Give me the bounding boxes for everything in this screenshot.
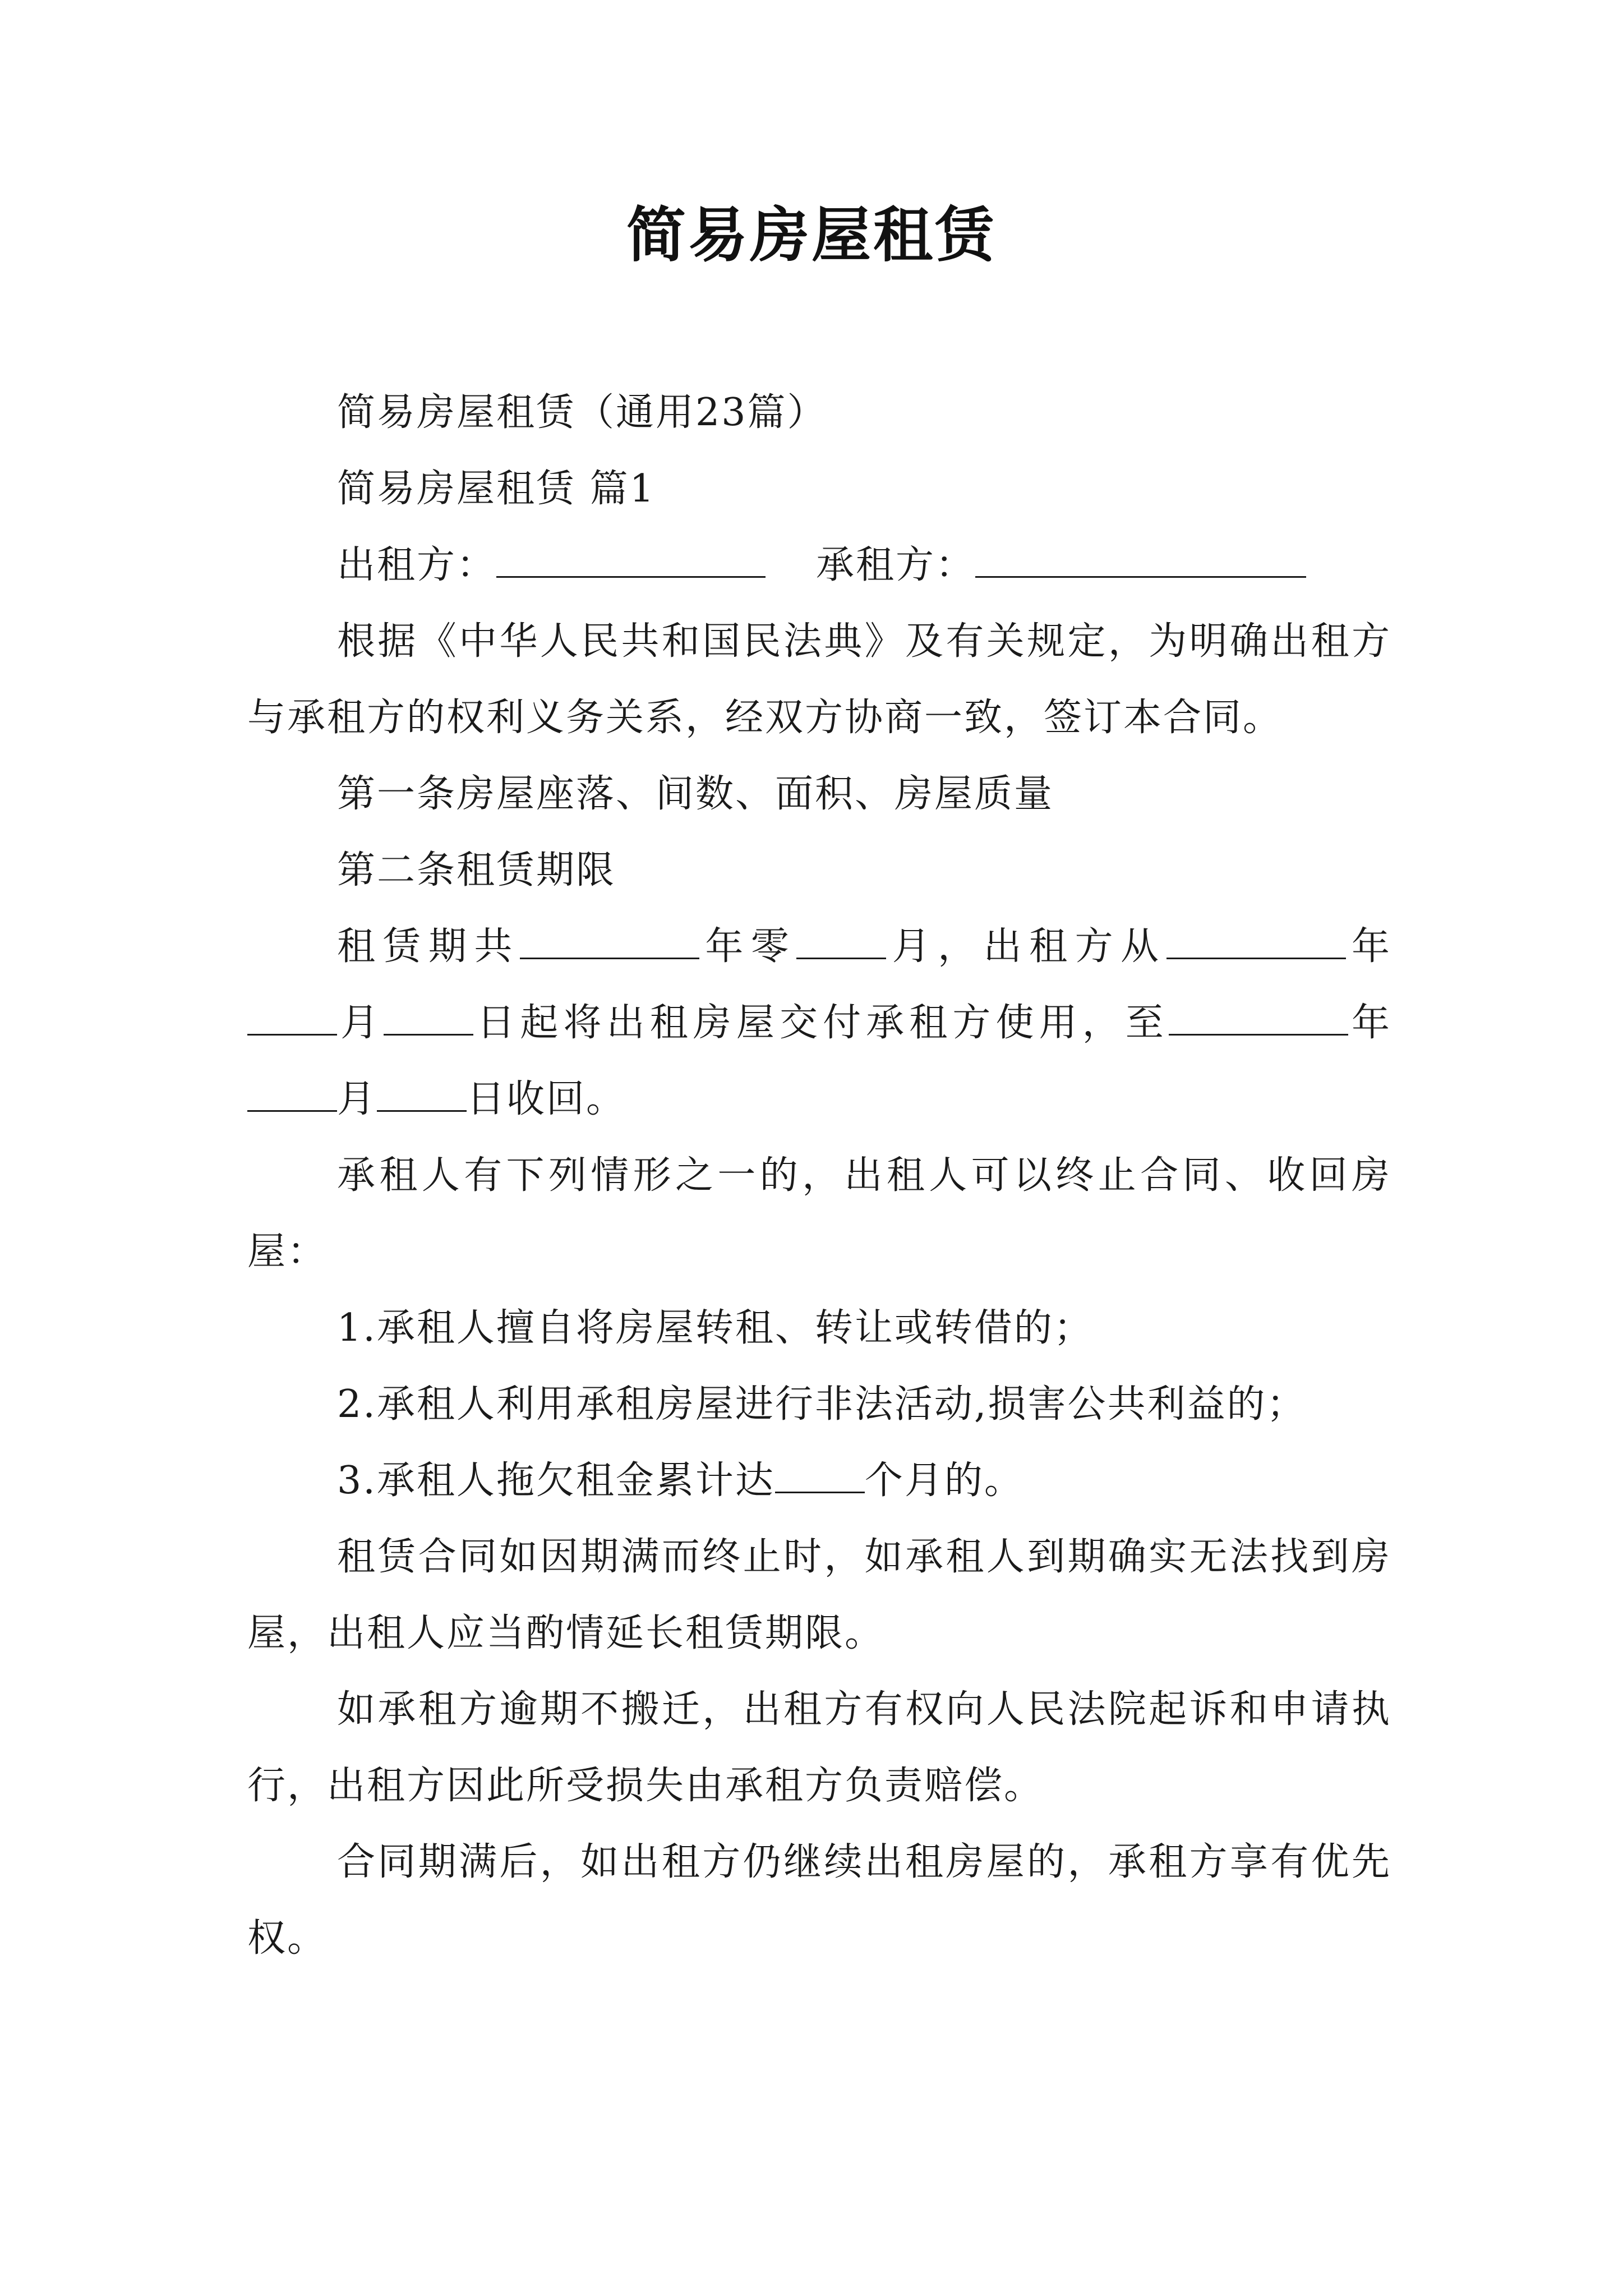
paragraph-eviction: 如承租方逾期不搬迁，出租方有权向人民法院起诉和申请执行，出租方因此所受损失由承租方负责赔偿。 (247, 1687, 1391, 1808)
term-text-4: 年 (1345, 924, 1391, 969)
paragraph-subtitle: 简易房屋租赁（通用23篇） (337, 390, 827, 435)
paragraph-item-2: 2.承租人利用承租房屋进行非法活动,损害公共利益的； (337, 1382, 1307, 1427)
paragraph-section-heading: 简易房屋租赁 篇1 (337, 467, 656, 511)
paragraph-priority: 合同期满后，如出租方仍继续出租房屋的，承租方享有优先权。 (247, 1840, 1391, 1961)
term-months-blank (796, 924, 886, 959)
term-text-9: 日收回。 (467, 1077, 626, 1121)
term-text-1: 租赁期共 (337, 924, 520, 969)
arrears-months-blank (775, 1458, 865, 1493)
term-text-6: 日起将出租房屋交付承租方使用，至 (473, 1001, 1169, 1045)
paragraph-parties (247, 527, 1391, 604)
lessee-blank (975, 542, 1306, 578)
paragraph-article-2: 第二条租赁期限 (337, 848, 616, 892)
paragraph-article-1: 第一条房屋座落、间数、面积、房屋质量 (337, 772, 1054, 816)
term-years-blank (520, 924, 699, 959)
term-text-3: 月，出租方从 (886, 924, 1166, 969)
start-month-blank (247, 1000, 337, 1036)
item-3-text-before: 3.承租人拖欠租金累计达 (337, 1458, 775, 1503)
term-text-2: 年零 (699, 924, 797, 969)
document-title: 简易房屋租赁 (626, 201, 997, 270)
end-month-blank (247, 1076, 337, 1112)
start-day-blank (384, 1000, 473, 1036)
document-body (247, 375, 1391, 1977)
term-text-5: 月 (337, 1001, 384, 1045)
lessor-blank (496, 542, 766, 578)
term-text-7: 年 (1348, 1001, 1391, 1045)
term-text-8: 月 (337, 1077, 377, 1121)
start-year-blank (1166, 924, 1346, 959)
paragraph-term (247, 909, 1391, 1138)
item-3-text-after: 个月的。 (864, 1458, 1024, 1503)
paragraph-item-3 (247, 1443, 1391, 1519)
end-day-blank (377, 1076, 467, 1112)
lessee-label: 承租方： (816, 543, 976, 587)
lessor-label: 出租方： (337, 543, 497, 587)
paragraph-preamble: 根据《中华人民共和国民法典》及有关规定，为明确出租方与承租方的权利义务关系，经双方协商一致，签订本合同。 (247, 619, 1391, 740)
paragraph-termination: 承租人有下列情形之一的，出租人可以终止合同、收回房屋： (247, 1153, 1391, 1274)
paragraph-item-1: 1.承租人擅自将房屋转租、转让或转借的； (337, 1306, 1094, 1350)
end-year-blank (1169, 1000, 1348, 1036)
paragraph-extension: 租赁合同如因期满而终止时，如承租人到期确实无法找到房屋，出租人应当酌情延长租赁期限。 (247, 1535, 1391, 1655)
